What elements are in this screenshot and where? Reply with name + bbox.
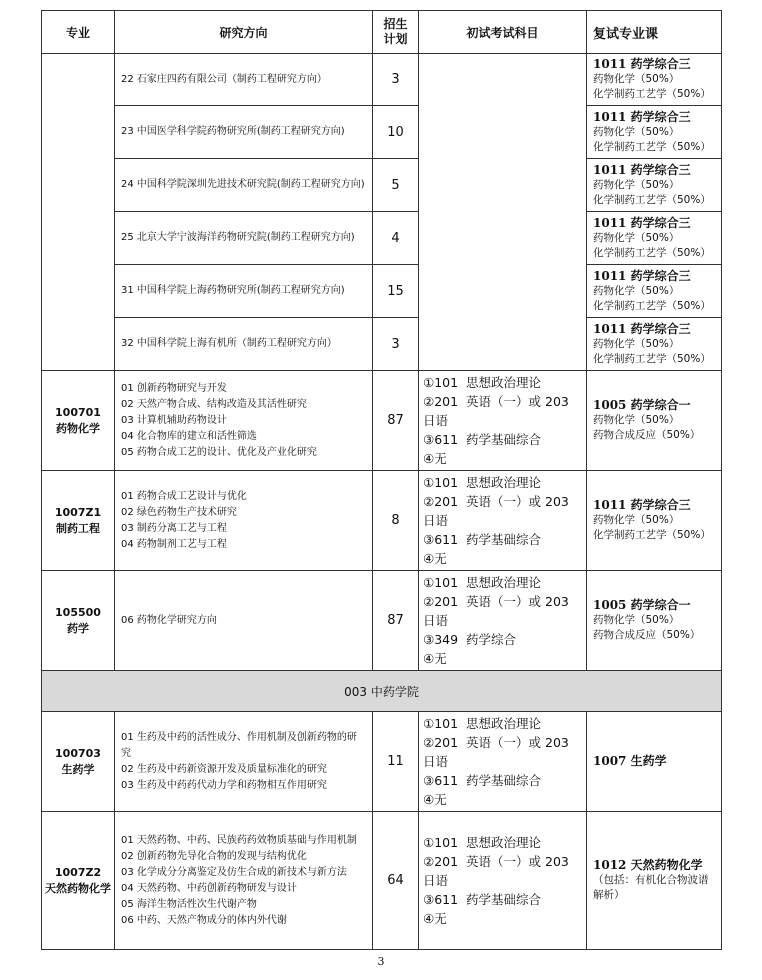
major-code: 1007Z2 — [54, 865, 102, 879]
major-cell — [42, 471, 115, 571]
retest-cell — [587, 371, 722, 471]
direction-cell: 22 石家庄四药有限公司（制药工程研究方向） — [115, 54, 373, 106]
direction-item: 05 药物合成工艺的设计、优化及产业化研究 — [121, 446, 317, 458]
header-exam: 初试考试科目 — [419, 11, 587, 54]
retest-title: 1012 天然药物化学 — [593, 858, 703, 872]
exam-item: ④无 — [423, 651, 447, 666]
plan-cell: 11 — [373, 712, 419, 812]
retest-sub: 化学制药工艺学（50%） — [593, 140, 711, 153]
major-name: 制药工程 — [56, 521, 100, 535]
retest-sub: 药物化学（50%） — [593, 73, 680, 85]
header-retest: 复试专业课 — [587, 11, 722, 54]
page-number: 3 — [377, 955, 385, 968]
plan-cell: 87 — [373, 371, 419, 471]
exam-item: ③611 药学基础综合 — [423, 432, 542, 447]
major-code: 1007Z1 — [54, 505, 102, 519]
retest-sub: 药物化学（50%） — [593, 414, 680, 426]
table-row — [42, 106, 722, 159]
exam-item: ③611 药学基础综合 — [423, 892, 542, 907]
retest-sub: 化学制药工艺学（50%） — [593, 352, 711, 365]
retest-title: 1005 药学综合一 — [593, 398, 691, 412]
direction-item: 02 绿色药物生产技术研究 — [121, 506, 237, 518]
table-row — [42, 318, 722, 371]
direction-cell — [115, 812, 373, 950]
direction-item: 05 海洋生物活性次生代谢产物 — [121, 898, 257, 910]
table-row — [42, 159, 722, 212]
direction-cell — [115, 712, 373, 812]
section-row — [42, 671, 722, 712]
retest-sub: 药物化学（50%） — [593, 337, 680, 350]
retest-sub: 化学制药工艺学（50%） — [593, 246, 711, 259]
plan-cell: 8 — [373, 471, 419, 571]
retest-sub: 药物化学（50%） — [593, 125, 680, 138]
plan-cell: 3 — [373, 54, 419, 106]
exam-item: ②201 英语（一）或 203 日语 — [423, 854, 577, 888]
table-row — [42, 571, 722, 671]
header-row — [42, 11, 722, 54]
exam-item: ②201 英语（一）或 203 日语 — [423, 594, 577, 628]
plan-cell: 64 — [373, 812, 419, 950]
exam-item: ①101 思想政治理论 — [423, 475, 542, 490]
retest-sub: 化学制药工艺学（50%） — [593, 193, 711, 206]
exam-cell — [419, 371, 587, 471]
retest-title: 1011 药学综合三 — [593, 268, 691, 283]
retest-sub: 化学制药工艺学（50%） — [593, 529, 711, 541]
retest-sub: 药物合成反应（50%） — [593, 429, 701, 441]
retest-sub: 化学制药工艺学（50%） — [593, 299, 711, 312]
retest-title: 1011 药学综合三 — [593, 57, 691, 71]
header-plan: 招生 计划 — [373, 11, 419, 54]
direction-item: 03 制药分离工艺与工程 — [121, 522, 227, 534]
direction-item: 06 药物化学研究方向 — [121, 614, 217, 626]
direction-item: 06 中药、天然产物成分的体内外代谢 — [121, 914, 287, 926]
retest-cell — [587, 265, 722, 318]
direction-item: 01 天然药物、中药、民族药药效物质基础与作用机制 — [121, 834, 357, 846]
direction-item: 01 生药及中药的活性成分、作用机制及创新药物的研究 — [121, 731, 357, 759]
retest-cell — [587, 712, 722, 812]
exam-cell-empty — [419, 54, 587, 371]
exam-item: ①101 思想政治理论 — [423, 716, 542, 731]
major-code: 100701 — [55, 405, 101, 419]
direction-item: 04 化合物库的建立和活性筛选 — [121, 430, 257, 442]
direction-item: 04 药物制剂工艺与工程 — [121, 538, 227, 550]
exam-item: ①101 思想政治理论 — [423, 835, 542, 850]
retest-title: 1011 药学综合三 — [593, 215, 691, 230]
direction-item: 03 计算机辅助药物设计 — [121, 414, 227, 426]
retest-title: 1005 药学综合一 — [593, 598, 691, 612]
retest-cell — [587, 54, 722, 106]
retest-cell — [587, 318, 722, 371]
exam-item: ③611 药学基础综合 — [423, 773, 542, 788]
major-name: 天然药物化学 — [45, 881, 111, 895]
retest-cell — [587, 812, 722, 950]
exam-item: ④无 — [423, 451, 447, 466]
exam-item: ④无 — [423, 551, 447, 566]
plan-cell: 3 — [373, 318, 419, 371]
header-major: 专业 — [42, 11, 115, 54]
retest-sub: 药物合成反应（50%） — [593, 629, 701, 641]
retest-cell — [587, 471, 722, 571]
direction-item: 02 创新药物先导化合物的发现与结构优化 — [121, 850, 307, 862]
major-name: 药物化学 — [56, 421, 100, 435]
direction-cell: 23 中国医学科学院药物研究所(制药工程研究方向) — [115, 106, 373, 159]
direction-item: 03 生药及中药药代动力学和药物相互作用研究 — [121, 779, 327, 791]
retest-sub: 药物化学（50%） — [593, 514, 680, 526]
direction-item: 01 药物合成工艺设计与优化 — [121, 490, 247, 502]
direction-cell — [115, 371, 373, 471]
direction-item: 03 化学成分分离鉴定及仿生合成的新技术与新方法 — [121, 866, 347, 878]
direction-cell: 32 中国科学院上海有机所（制药工程研究方向） — [115, 318, 373, 371]
exam-item: ③349 药学综合 — [423, 632, 517, 647]
table-row — [42, 712, 722, 812]
retest-sub: 化学制药工艺学（50%） — [593, 88, 711, 100]
table-row — [42, 54, 722, 106]
major-code: 105500 — [55, 605, 101, 619]
major-name: 药学 — [67, 621, 89, 635]
retest-sub: 药物化学（50%） — [593, 178, 680, 191]
major-code: 100703 — [55, 746, 101, 760]
major-cell — [42, 712, 115, 812]
admissions-table — [41, 10, 722, 950]
retest-sub: 药物化学（50%） — [593, 231, 680, 244]
exam-item: ①101 思想政治理论 — [423, 375, 542, 390]
table-row — [42, 471, 722, 571]
retest-cell — [587, 571, 722, 671]
retest-title: 1007 生药学 — [593, 754, 667, 768]
direction-item: 02 天然产物合成、结构改造及其活性研究 — [121, 398, 307, 410]
retest-title: 1011 药学综合三 — [593, 498, 691, 512]
exam-item: ②201 英语（一）或 203 日语 — [423, 735, 577, 769]
retest-title: 1011 药学综合三 — [593, 321, 691, 336]
major-cell-empty — [42, 54, 115, 371]
retest-cell — [587, 106, 722, 159]
direction-item: 04 天然药物、中药创新药物研发与设计 — [121, 882, 297, 894]
retest-sub: 药物化学（50%） — [593, 284, 680, 297]
plan-cell: 87 — [373, 571, 419, 671]
exam-item: ④无 — [423, 911, 447, 926]
exam-item: ③611 药学基础综合 — [423, 532, 542, 547]
exam-cell — [419, 571, 587, 671]
exam-item: ②201 英语（一）或 203 日语 — [423, 494, 577, 528]
direction-cell: 25 北京大学宁波海洋药物研究院(制药工程研究方向) — [115, 212, 373, 265]
major-cell — [42, 371, 115, 471]
retest-sub: 药物化学（50%） — [593, 614, 680, 626]
direction-item: 02 生药及中药新资源开发及质量标准化的研究 — [121, 763, 327, 775]
table-row — [42, 265, 722, 318]
exam-item: ④无 — [423, 792, 447, 807]
exam-item: ①101 思想政治理论 — [423, 575, 542, 590]
retest-cell — [587, 159, 722, 212]
plan-cell: 4 — [373, 212, 419, 265]
exam-cell — [419, 712, 587, 812]
direction-cell: 24 中国科学院深圳先进技术研究院(制药工程研究方向) — [115, 159, 373, 212]
exam-item: ②201 英语（一）或 203 日语 — [423, 394, 577, 428]
retest-title: 1011 药学综合三 — [593, 109, 691, 124]
table-row — [42, 812, 722, 950]
retest-cell — [587, 212, 722, 265]
exam-cell — [419, 471, 587, 571]
direction-cell — [115, 571, 373, 671]
major-cell — [42, 571, 115, 671]
table-row — [42, 371, 722, 471]
retest-sub: （包括：有机化合物波谱解析） — [593, 874, 709, 901]
major-cell — [42, 812, 115, 950]
major-name: 生药学 — [61, 762, 95, 776]
plan-cell: 5 — [373, 159, 419, 212]
section-title: 003 中药学院 — [42, 671, 722, 712]
direction-item: 01 创新药物研究与开发 — [121, 382, 227, 394]
plan-cell: 15 — [373, 265, 419, 318]
direction-cell: 31 中国科学院上海药物研究所(制药工程研究方向) — [115, 265, 373, 318]
plan-cell: 10 — [373, 106, 419, 159]
table-row — [42, 212, 722, 265]
header-direction: 研究方向 — [115, 11, 373, 54]
retest-title: 1011 药学综合三 — [593, 162, 691, 177]
direction-cell — [115, 471, 373, 571]
exam-cell — [419, 812, 587, 950]
